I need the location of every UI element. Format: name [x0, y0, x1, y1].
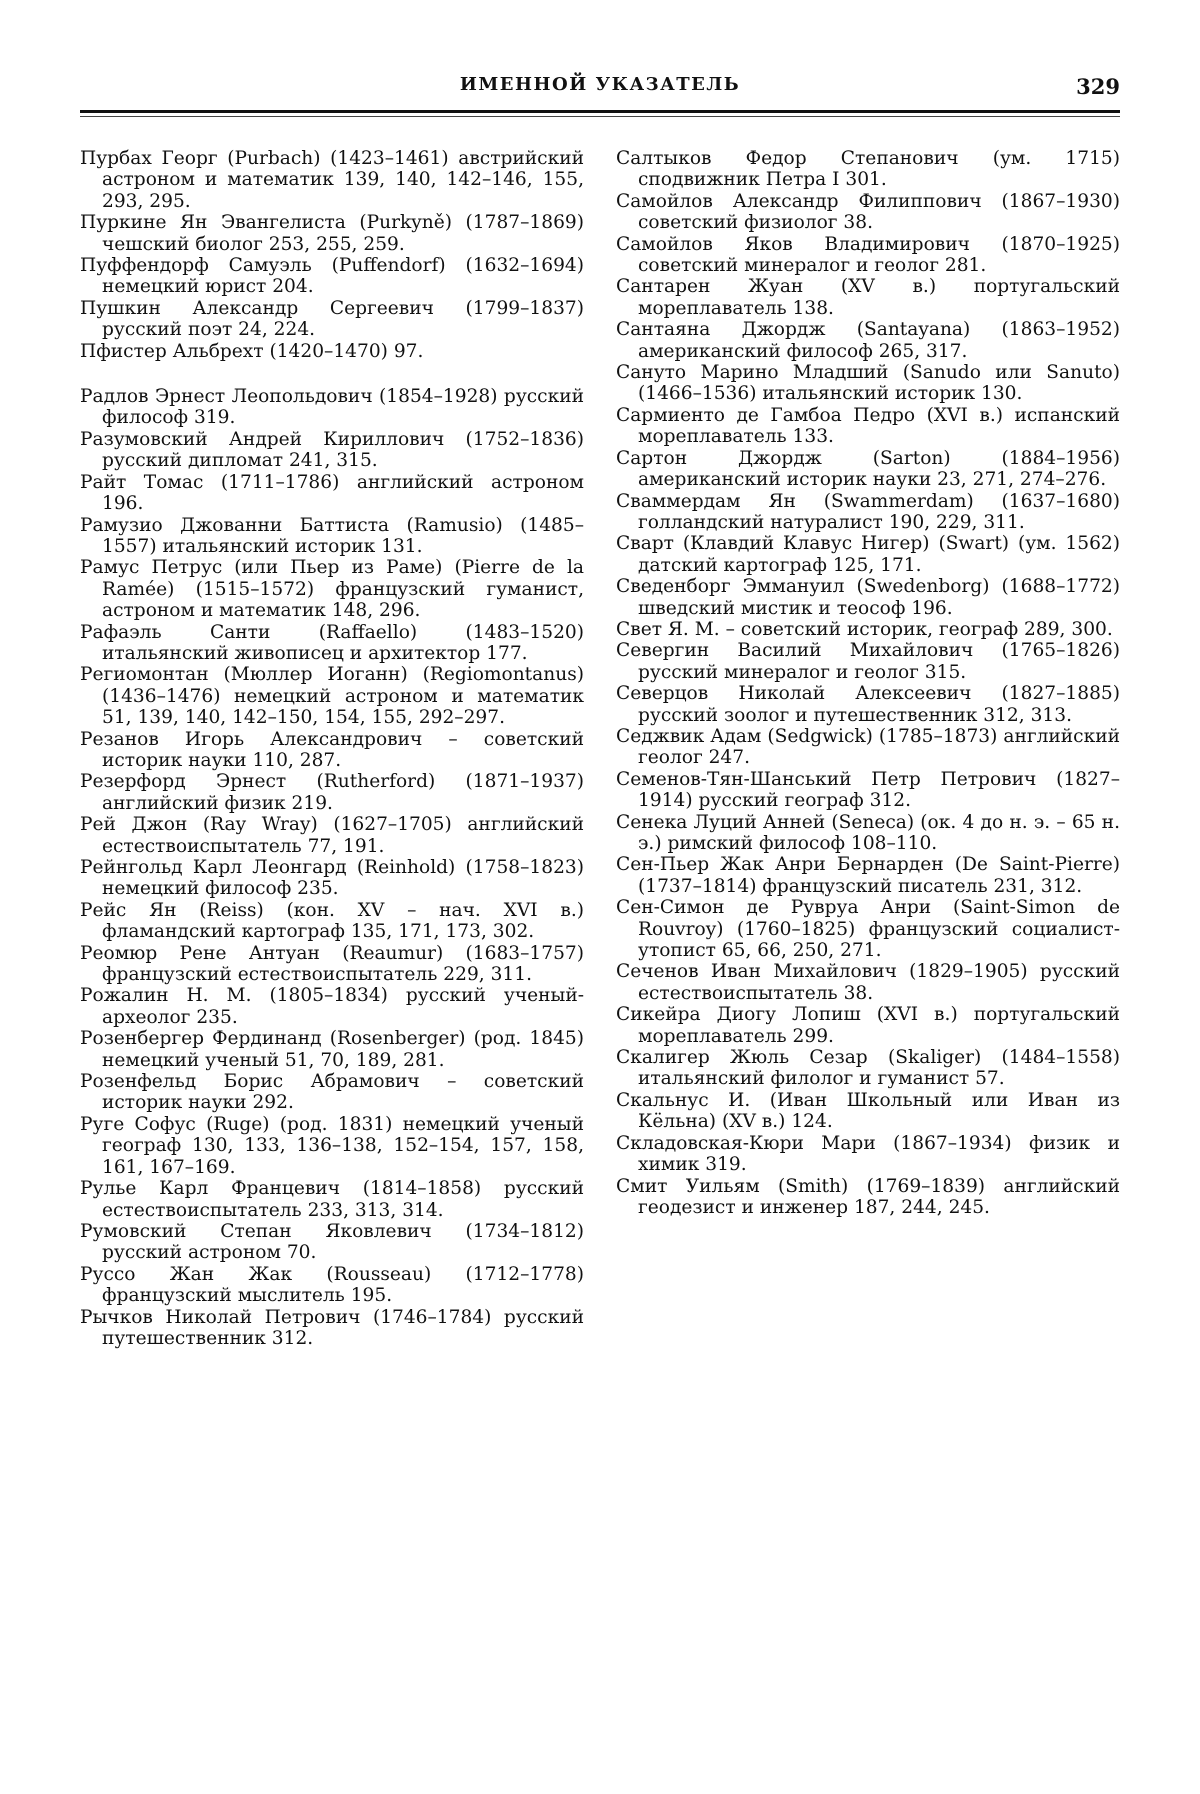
- index-entry: Пурбах Георг (Purbach) (1423–1461) австрийский астроном и математик 139, 140, 142–146, 155, 293, 295.: [80, 148, 584, 212]
- index-entry: Свет Я. М. – советский историк, географ 289, 300.: [616, 618, 1113, 640]
- index-entry: Самойлов Яков Владимирович (1870–1925) советский минералог и геолог 281.: [616, 233, 1120, 277]
- page-number: 329: [1076, 74, 1120, 99]
- index-entry: Сикейра Диогу Лопиш (XVI в.) португальский мореплаватель 299.: [616, 1004, 1120, 1047]
- index-entry: Резерфорд Эрнест (Rutherford) (1871–1937) английский физик 219.: [80, 771, 584, 814]
- index-entry: Северцов Николай Алексеевич (1827–1885) русский зоолог и путешественник 312, 313.: [616, 683, 1120, 726]
- index-entry: Пфистер Альбрехт (1420–1470) 97.: [80, 340, 424, 362]
- index-entry: Рулье Карл Францевич (1814–1858) русский естествоиспытатель 233, 313, 314.: [80, 1178, 584, 1221]
- index-entry: Радлов Эрнест Леопольдович (1854–1928) русский философ 319.: [80, 386, 584, 429]
- index-entry: Реомюр Рене Антуан (Reaumur) (1683–1757) французский естествоиспытатель 229, 311.: [80, 942, 584, 986]
- index-entry: Сведенборг Эммануил (Swedenborg) (1688–1772) шведский мистик и теософ 196.: [616, 576, 1120, 619]
- index-entry: Сваммердам Ян (Swammerdam) (1637–1680) голландский натуралист 190, 229, 311.: [616, 490, 1120, 533]
- index-entry: Сантарен Жуан (XV в.) португальский мореплаватель 138.: [616, 276, 1120, 319]
- index-entry: Севергин Василий Михайлович (1765–1826) русский минералог и геолог 315.: [616, 640, 1120, 683]
- index-entry: Рамузио Джованни Баттиста (Ramusio) (1485–1557) итальянский историк 131.: [80, 514, 584, 557]
- index-entry: Сантаяна Джордж (Santayana) (1863–1952) американский философ 265, 317.: [616, 319, 1120, 362]
- page-header: [80, 74, 1120, 114]
- index-entry: Сеченов Иван Михайлович (1829–1905) русский естествоиспытатель 38.: [616, 961, 1120, 1004]
- letter-section-gap: [80, 362, 584, 386]
- index-entry: Рей Джон (Ray Wray) (1627–1705) английский естествоиспытатель 77, 191.: [80, 814, 584, 857]
- index-columns: [80, 148, 1120, 1768]
- index-entry: Сануто Марино Младший (Sanudo или Sanuto) (1466–1536) итальянский историк 130.: [616, 362, 1120, 405]
- running-title: ИМЕННОЙ УКАЗАТЕЛЬ: [459, 74, 741, 95]
- header-rule: [80, 110, 1120, 113]
- index-entry: Сармиенто де Гамбоа Педро (XVI в.) испанский мореплаватель 133.: [616, 404, 1120, 448]
- index-entry: Пуркине Ян Эвангелиста (Purkyně) (1787–1869) чешский биолог 253, 255, 259.: [80, 212, 584, 255]
- header-rule-thin: [80, 116, 1120, 117]
- left-column: [80, 148, 584, 1349]
- index-entry: Сварт (Клавдий Клавус Нигер) (Swart) (ум. 1562) датский картограф 125, 171.: [616, 533, 1120, 576]
- index-entry: Райт Томас (1711–1786) английский астроном 196.: [80, 471, 584, 515]
- index-entry: Сенека Луций Анней (Seneca) (ок. 4 до н. э. – 65 н. э.) римский философ 108–110.: [616, 811, 1120, 854]
- index-entry: Пуффендорф Самуэль (Puffendorf) (1632–1694) немецкий юрист 204.: [80, 255, 584, 298]
- index-entry: Складовская-Кюри Мари (1867–1934) физик и химик 319.: [616, 1132, 1120, 1176]
- index-entry: Рейс Ян (Reiss) (кон. XV – нач. XVI в.) фламандский картограф 135, 171, 173, 302.: [80, 899, 584, 943]
- index-entry: Скалигер Жюль Сезар (Skaliger) (1484–1558) итальянский филолог и гуманист 57.: [616, 1047, 1120, 1090]
- index-entry: Руссо Жан Жак (Rousseau) (1712–1778) французский мыслитель 195.: [80, 1263, 584, 1307]
- index-entry: Разумовский Андрей Кириллович (1752–1836) русский дипломат 241, 315.: [80, 428, 584, 472]
- index-entry: Самойлов Александр Филиппович (1867–1930) советский физиолог 38.: [616, 190, 1120, 234]
- index-entry: Сен-Симон де Рувруа Анри (Saint-Simon de Rouvroy) (1760–1825) французский социалист-утопист 65, 66, 250, 271.: [616, 897, 1120, 962]
- index-entry: Рафаэль Санти (Raffaello) (1483–1520) итальянский живописец и архитектор 177.: [80, 621, 584, 664]
- index-entry: Пушкин Александр Сергеевич (1799–1837) русский поэт 24, 224.: [80, 297, 584, 341]
- index-entry: Семенов-Тян-Шанський Петр Петрович (1827–1914) русский географ 312.: [616, 768, 1120, 812]
- index-entry: Румовский Степан Яковлевич (1734–1812) русский астроном 70.: [80, 1220, 584, 1264]
- index-entry: Рычков Николай Петрович (1746–1784) русский путешественник 312.: [80, 1306, 584, 1349]
- index-entry: Региомонтан (Мюллер Иоганн) (Regiomontanus) (1436–1476) немецкий астроном и математик 51, 139, 140, 142–150, 154, 155, 292–297.: [80, 664, 584, 729]
- index-entry: Сен-Пьер Жак Анри Бернарден (De Saint-Pierre) (1737–1814) французский писатель 231, 312.: [616, 854, 1120, 897]
- right-column: [616, 148, 1120, 1218]
- index-entry: Сартон Джордж (Sarton) (1884–1956) американский историк науки 23, 271, 274–276.: [616, 447, 1120, 491]
- index-entry: Скальнус И. (Иван Школьный или Иван из Кёльна) (XV в.) 124.: [616, 1089, 1120, 1133]
- index-entry: Розенбергер Фердинанд (Rosenberger) (род. 1845) немецкий ученый 51, 70, 189, 281.: [80, 1028, 584, 1071]
- index-entry: Седжвик Адам (Sedgwick) (1785–1873) английский геолог 247.: [616, 725, 1120, 769]
- index-entry: Розенфельд Борис Абрамович – советский историк науки 292.: [80, 1071, 584, 1114]
- index-entry: Салтыков Федор Степанович (ум. 1715) сподвижник Петра I 301.: [616, 148, 1120, 191]
- index-entry: Смит Уильям (Smith) (1769–1839) английский геодезист и инженер 187, 244, 245.: [616, 1175, 1120, 1218]
- index-entry: Руге Софус (Ruge) (род. 1831) немецкий ученый географ 130, 133, 136–138, 152–154, 157, 158, 161, 167–169.: [80, 1113, 584, 1178]
- index-entry: Рамус Петрус (или Пьер из Раме) (Pierre de la Ramée) (1515–1572) французский гуманист, астроном и математик 148, 296.: [80, 557, 584, 622]
- index-entry: Рожалин Н. М. (1805–1834) русский ученый-археолог 235.: [80, 985, 584, 1028]
- index-entry: Рейнгольд Карл Леонгард (Reinhold) (1758–1823) немецкий философ 235.: [80, 857, 584, 900]
- index-entry: Резанов Игорь Александрович – советский историк науки 110, 287.: [80, 728, 584, 771]
